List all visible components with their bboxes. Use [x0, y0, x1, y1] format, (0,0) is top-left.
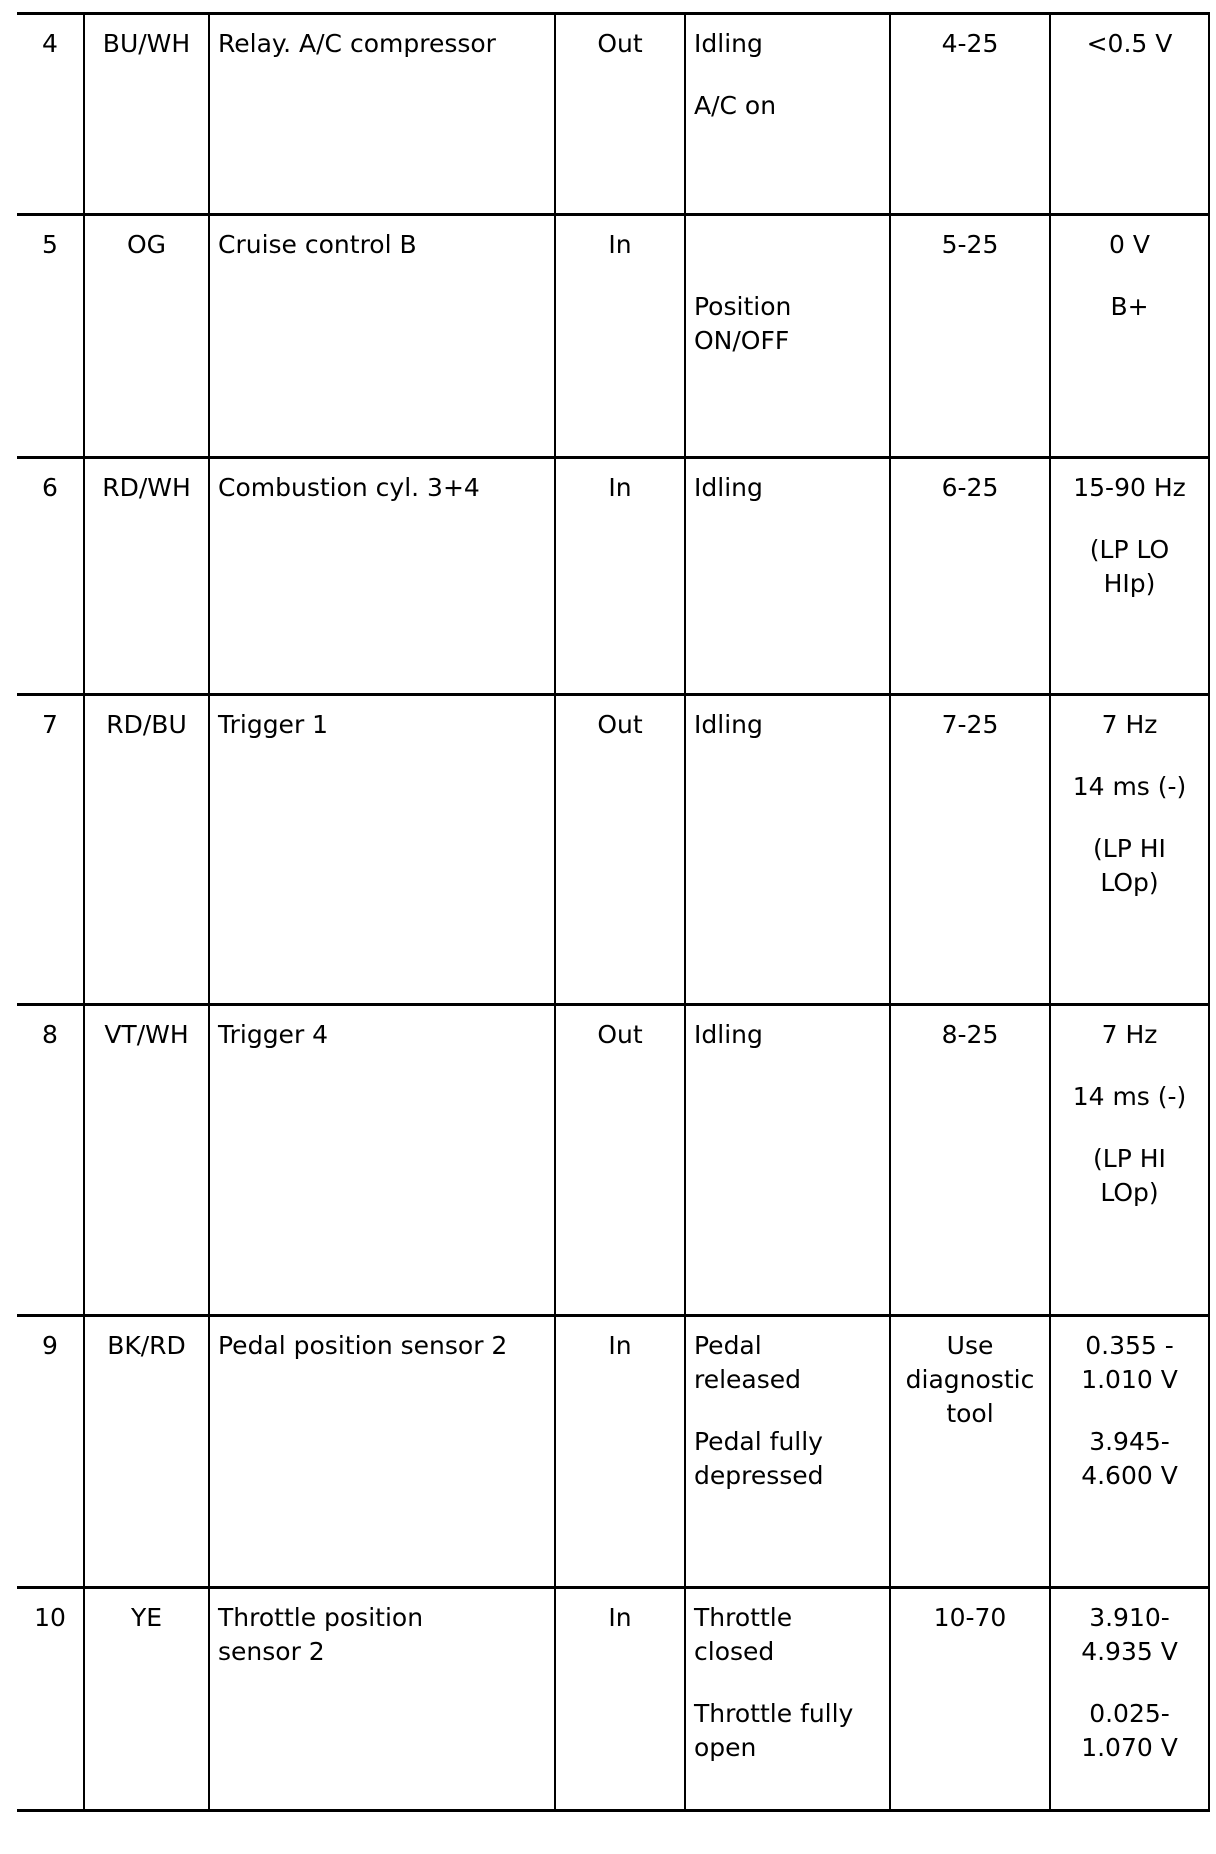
condition-cell — [685, 1005, 890, 1316]
function-cell — [209, 1316, 555, 1588]
condition-paragraph — [694, 1425, 881, 1493]
condition-cell — [685, 14, 890, 215]
table-row — [17, 458, 1209, 695]
nominal-value-cell — [1050, 458, 1209, 695]
wire-color-cell — [84, 1588, 209, 1811]
pin-number-cell — [17, 458, 84, 695]
pin-number-cell — [17, 215, 84, 458]
nominal-value-cell — [1050, 1588, 1209, 1811]
direction: Out — [597, 29, 643, 58]
condition-line: Idling — [694, 710, 763, 739]
condition-paragraph — [694, 1018, 881, 1052]
wire-color-cell — [84, 1316, 209, 1588]
function-paragraph — [218, 228, 546, 262]
function-line: Throttle position — [218, 1603, 424, 1632]
condition-paragraph — [694, 1329, 881, 1397]
pin-number: 10 — [34, 1603, 66, 1632]
test-terminals-paragraph — [899, 471, 1041, 505]
function-cell — [209, 695, 555, 1005]
table-row — [17, 695, 1209, 1005]
wire-color: OG — [126, 230, 167, 259]
direction-cell — [555, 215, 685, 458]
direction-cell — [555, 1316, 685, 1588]
condition-paragraph — [694, 1697, 881, 1765]
nominal-value-line: 4.935 V — [1081, 1637, 1178, 1666]
pin-number: 9 — [42, 1331, 58, 1360]
condition-cell — [685, 458, 890, 695]
nominal-value-line: 7 Hz — [1101, 1020, 1158, 1049]
test-terminals-paragraph — [899, 1329, 1041, 1431]
function-line: Trigger 4 — [218, 1020, 329, 1049]
nominal-value-paragraph — [1059, 832, 1200, 900]
condition-line: released — [694, 1365, 802, 1394]
condition-line: Throttle — [694, 1603, 793, 1632]
wire-color: VT/WH — [104, 1020, 189, 1049]
nominal-value-line: 14 ms (-) — [1072, 772, 1187, 801]
condition-line: Pedal fully — [694, 1427, 823, 1456]
pin-table — [17, 12, 1210, 1812]
direction-cell — [555, 695, 685, 1005]
nominal-value-line: (LP LO — [1089, 535, 1170, 564]
function-cell — [209, 1005, 555, 1316]
test-terminals-line: 4-25 — [941, 29, 999, 58]
nominal-value-paragraph — [1059, 1697, 1200, 1765]
nominal-value-line: 14 ms (-) — [1072, 1082, 1187, 1111]
nominal-value-line: (LP HI — [1093, 1144, 1166, 1173]
function-paragraph — [218, 1018, 546, 1052]
condition-cell — [685, 1316, 890, 1588]
test-terminals-cell — [890, 458, 1050, 695]
condition-line: ON/OFF — [694, 326, 790, 355]
test-terminals-line: 10-70 — [933, 1603, 1007, 1632]
pin-number-cell — [17, 695, 84, 1005]
function-line: Trigger 1 — [218, 710, 329, 739]
nominal-value-line: 3.910- — [1089, 1603, 1170, 1632]
nominal-value-line: LOp) — [1100, 868, 1159, 897]
condition-line: Idling — [694, 1020, 763, 1049]
nominal-value-paragraph — [1059, 228, 1200, 262]
condition-paragraph — [694, 89, 881, 123]
direction-cell — [555, 458, 685, 695]
function-line: Cruise control B — [218, 230, 417, 259]
test-terminals-paragraph — [899, 1601, 1041, 1635]
nominal-value-line: HIp) — [1103, 569, 1156, 598]
direction-cell — [555, 1005, 685, 1316]
direction-cell — [555, 1588, 685, 1811]
test-terminals-line: 6-25 — [941, 473, 999, 502]
wire-color: RD/BU — [106, 710, 187, 739]
condition-paragraph — [694, 708, 881, 742]
function-cell — [209, 458, 555, 695]
nominal-value-line: LOp) — [1100, 1178, 1159, 1207]
test-terminals-paragraph — [899, 1018, 1041, 1052]
nominal-value-line: 7 Hz — [1101, 710, 1158, 739]
test-terminals-line: 5-25 — [941, 230, 999, 259]
condition-cell — [685, 695, 890, 1005]
direction: In — [608, 473, 632, 502]
nominal-value-line: 3.945- — [1089, 1427, 1170, 1456]
nominal-value-line: 0.355 - — [1085, 1331, 1174, 1360]
test-terminals-line: Use — [946, 1331, 994, 1360]
wire-color-cell — [84, 458, 209, 695]
wire-color-cell — [84, 215, 209, 458]
function-line: sensor 2 — [218, 1637, 325, 1666]
condition-cell — [685, 215, 890, 458]
pin-number: 6 — [42, 473, 58, 502]
table-row — [17, 14, 1209, 215]
test-terminals-line: tool — [946, 1399, 994, 1428]
nominal-value-paragraph — [1059, 1142, 1200, 1210]
nominal-value-line: 0.025- — [1089, 1699, 1170, 1728]
condition-paragraph — [694, 1601, 881, 1669]
pin-number-cell — [17, 1005, 84, 1316]
nominal-value-cell — [1050, 1005, 1209, 1316]
nominal-value-paragraph — [1059, 1425, 1200, 1493]
nominal-value-paragraph — [1059, 770, 1200, 804]
test-terminals-paragraph — [899, 228, 1041, 262]
function-paragraph — [218, 471, 546, 505]
nominal-value-cell — [1050, 14, 1209, 215]
wire-color: BU/WH — [102, 29, 191, 58]
nominal-value-paragraph — [1059, 290, 1200, 324]
nominal-value-line: 1.070 V — [1081, 1733, 1178, 1762]
nominal-value-line: B+ — [1110, 292, 1149, 321]
wire-color: RD/WH — [102, 473, 191, 502]
pin-number-cell — [17, 1316, 84, 1588]
function-line: Combustion cyl. 3+4 — [218, 473, 480, 502]
function-line: Relay. A/C compressor — [218, 29, 496, 58]
nominal-value-paragraph — [1059, 27, 1200, 61]
wire-color: BK/RD — [107, 1331, 186, 1360]
condition-line: Position — [694, 292, 792, 321]
wire-color-cell — [84, 14, 209, 215]
nominal-value-paragraph — [1059, 1329, 1200, 1397]
nominal-value-paragraph — [1059, 533, 1200, 601]
condition-paragraph — [694, 471, 881, 505]
test-terminals-cell — [890, 14, 1050, 215]
direction-cell — [555, 14, 685, 215]
function-cell — [209, 1588, 555, 1811]
direction: In — [608, 230, 632, 259]
pin-number: 5 — [42, 230, 58, 259]
condition-line: closed — [694, 1637, 775, 1666]
direction: In — [608, 1603, 632, 1632]
wire-color-cell — [84, 695, 209, 1005]
condition-paragraph — [694, 228, 881, 262]
direction: Out — [597, 1020, 643, 1049]
condition-line — [694, 228, 881, 262]
condition-line: Idling — [694, 29, 763, 58]
nominal-value-paragraph — [1059, 708, 1200, 742]
test-terminals-cell — [890, 215, 1050, 458]
condition-cell — [685, 1588, 890, 1811]
test-terminals-cell — [890, 695, 1050, 1005]
condition-line: depressed — [694, 1461, 824, 1490]
pin-number: 7 — [42, 710, 58, 739]
condition-paragraph — [694, 290, 881, 358]
nominal-value-line: <0.5 V — [1086, 29, 1173, 58]
condition-line: Idling — [694, 473, 763, 502]
nominal-value-line: 1.010 V — [1081, 1365, 1178, 1394]
nominal-value-paragraph — [1059, 471, 1200, 505]
table-row — [17, 1316, 1209, 1588]
nominal-value-line: 15-90 Hz — [1073, 473, 1186, 502]
table-row — [17, 1005, 1209, 1316]
nominal-value-line: (LP HI — [1093, 834, 1166, 863]
condition-paragraph — [694, 27, 881, 61]
wire-color-cell — [84, 1005, 209, 1316]
function-line: Pedal position sensor 2 — [218, 1331, 508, 1360]
test-terminals-cell — [890, 1005, 1050, 1316]
test-terminals-paragraph — [899, 27, 1041, 61]
pin-number-cell — [17, 1588, 84, 1811]
table-row — [17, 1588, 1209, 1811]
function-cell — [209, 215, 555, 458]
test-terminals-line: 8-25 — [941, 1020, 999, 1049]
nominal-value-paragraph — [1059, 1601, 1200, 1669]
nominal-value-paragraph — [1059, 1080, 1200, 1114]
nominal-value-paragraph — [1059, 1018, 1200, 1052]
nominal-value-cell — [1050, 215, 1209, 458]
wire-color: YE — [130, 1603, 163, 1632]
function-paragraph — [218, 708, 546, 742]
direction: Out — [597, 710, 643, 739]
pin-number-cell — [17, 14, 84, 215]
nominal-value-line: 0 V — [1109, 230, 1150, 259]
nominal-value-cell — [1050, 1316, 1209, 1588]
condition-line: Throttle fully — [694, 1699, 854, 1728]
direction: In — [608, 1331, 632, 1360]
condition-line: open — [694, 1733, 757, 1762]
test-terminals-cell — [890, 1588, 1050, 1811]
function-cell — [209, 14, 555, 215]
test-terminals-line: 7-25 — [941, 710, 999, 739]
test-terminals-line: diagnostic — [905, 1365, 1035, 1394]
nominal-value-line: 4.600 V — [1081, 1461, 1178, 1490]
function-paragraph — [218, 1601, 546, 1669]
function-paragraph — [218, 1329, 546, 1363]
test-terminals-cell — [890, 1316, 1050, 1588]
function-paragraph — [218, 27, 546, 61]
nominal-value-cell — [1050, 695, 1209, 1005]
pin-number: 8 — [42, 1020, 58, 1049]
table-row — [17, 215, 1209, 458]
pin-number: 4 — [42, 29, 58, 58]
condition-line: A/C on — [694, 91, 777, 120]
test-terminals-paragraph — [899, 708, 1041, 742]
condition-line: Pedal — [694, 1331, 762, 1360]
